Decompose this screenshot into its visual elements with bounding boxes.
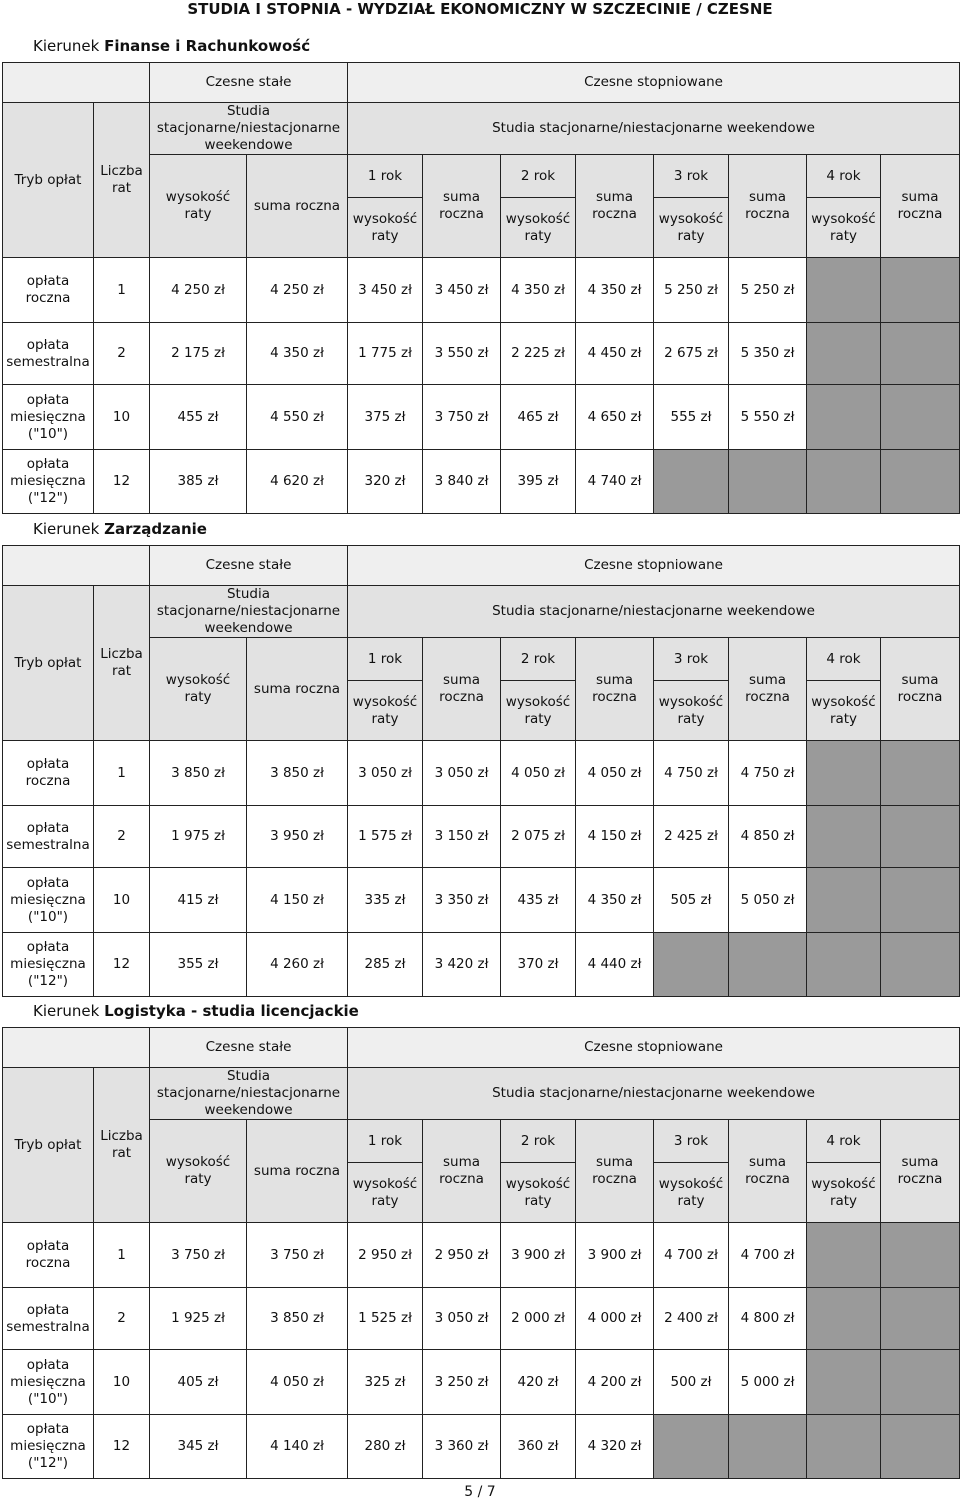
table-row (3, 385, 960, 450)
amount-cell: 5 250 zł (654, 258, 729, 323)
empty-cell (807, 323, 881, 385)
amount-cell: 385 zł (150, 450, 247, 514)
empty-cell (807, 933, 881, 997)
amount-cell: 4 350 zł (501, 258, 576, 323)
amount-cell: 2 675 zł (654, 323, 729, 385)
year-label: 2 rok (501, 1120, 575, 1163)
year-label: 2 rok (501, 155, 575, 198)
amount-cell: 3 550 zł (423, 323, 501, 385)
liczba-rat-cell: 12 (94, 933, 150, 997)
header-row (3, 586, 960, 638)
empty-cell (881, 323, 960, 385)
section-name: Zarządzanie (104, 520, 207, 538)
czesne-stopniowane-header: Czesne stopniowane (348, 546, 960, 586)
wysokosc-raty-header: wysokość raty (150, 638, 247, 741)
empty-cell (881, 1223, 960, 1288)
amount-cell: 405 zł (150, 1350, 247, 1415)
header-blank (3, 63, 150, 103)
wysokosc-raty-header: wysokość raty (811, 693, 876, 727)
wysokosc-raty-header: wysokość raty (150, 1120, 247, 1223)
empty-cell (807, 1350, 881, 1415)
amount-cell: 3 250 zł (423, 1350, 501, 1415)
year-label: 4 rok (807, 155, 880, 198)
empty-cell (807, 385, 881, 450)
page-number: 5 / 7 (464, 1484, 496, 1500)
fee-table (2, 62, 960, 514)
amount-cell: 1 975 zł (150, 806, 247, 868)
suma-roczna-header: suma roczna (729, 155, 807, 258)
section-prefix: Kierunek (33, 520, 105, 538)
year-2-header (501, 155, 576, 258)
suma-roczna-header: suma roczna (881, 155, 960, 258)
amount-cell: 1 575 zł (348, 806, 423, 868)
row-label: opłata roczna (3, 741, 94, 806)
suma-roczna-header: suma roczna (576, 1120, 654, 1223)
amount-cell: 325 zł (348, 1350, 423, 1415)
amount-cell: 3 850 zł (247, 741, 348, 806)
empty-cell (881, 1288, 960, 1350)
year-header-stack (654, 638, 728, 740)
year-header-stack (501, 1120, 575, 1222)
table-row (3, 933, 960, 997)
table-row (3, 1350, 960, 1415)
empty-cell (807, 1415, 881, 1479)
suma-roczna-header: suma roczna (881, 638, 960, 741)
amount-cell: 4 140 zł (247, 1415, 348, 1479)
czesne-stopniowane-header: Czesne stopniowane (348, 63, 960, 103)
amount-cell: 4 350 zł (576, 258, 654, 323)
amount-cell: 455 zł (150, 385, 247, 450)
row-label: opłata semestralna (3, 806, 94, 868)
amount-cell: 4 150 zł (576, 806, 654, 868)
amount-cell: 4 200 zł (576, 1350, 654, 1415)
year-label: 3 rok (654, 155, 728, 198)
row-label: opłata miesięczna ("12") (3, 450, 94, 514)
header-row (3, 1068, 960, 1120)
amount-cell: 1 775 zł (348, 323, 423, 385)
amount-cell: 370 zł (501, 933, 576, 997)
empty-cell (807, 868, 881, 933)
amount-cell: 5 000 zł (729, 1350, 807, 1415)
suma-roczna-header: suma roczna (729, 638, 807, 741)
liczba-rat-header: Liczba rat (94, 586, 150, 741)
table-row (3, 868, 960, 933)
amount-cell: 4 450 zł (576, 323, 654, 385)
amount-cell: 3 840 zł (423, 450, 501, 514)
wysokosc-raty-header: wysokość raty (352, 1175, 418, 1209)
liczba-rat-cell: 10 (94, 1350, 150, 1415)
table-row (3, 258, 960, 323)
amount-cell: 5 250 zł (729, 258, 807, 323)
amount-cell: 4 050 zł (247, 1350, 348, 1415)
row-label: opłata semestralna (3, 323, 94, 385)
amount-cell: 285 zł (348, 933, 423, 997)
year-1-header (348, 1120, 423, 1223)
empty-cell (729, 450, 807, 514)
studia-stale-header: Studia stacjonarne/niestacjonarne weekendowe (150, 586, 348, 638)
year-label: 4 rok (807, 1120, 880, 1163)
header-row (3, 103, 960, 155)
amount-cell: 4 050 zł (501, 741, 576, 806)
year-label: 3 rok (654, 638, 728, 681)
liczba-rat-header: Liczba rat (94, 1068, 150, 1223)
suma-roczna-header: suma roczna (576, 638, 654, 741)
tryb-header: Tryb opłat (3, 103, 94, 258)
liczba-rat-cell: 2 (94, 806, 150, 868)
amount-cell: 4 850 zł (729, 806, 807, 868)
empty-cell (881, 741, 960, 806)
row-label: opłata semestralna (3, 1288, 94, 1350)
empty-cell (881, 258, 960, 323)
year-header-stack (654, 1120, 728, 1222)
tryb-header: Tryb opłat (3, 1068, 94, 1223)
studia-stopniowane-header: Studia stacjonarne/niestacjonarne weekendowe (348, 1068, 960, 1120)
empty-cell (654, 1415, 729, 1479)
amount-cell: 4 250 zł (247, 258, 348, 323)
amount-cell: 4 800 zł (729, 1288, 807, 1350)
amount-cell: 375 zł (348, 385, 423, 450)
amount-cell: 4 150 zł (247, 868, 348, 933)
amount-cell: 4 350 zł (247, 323, 348, 385)
liczba-rat-cell: 12 (94, 450, 150, 514)
liczba-rat-cell: 2 (94, 1288, 150, 1350)
suma-roczna-header: suma roczna (423, 638, 501, 741)
year-3-header (654, 638, 729, 741)
suma-roczna-header: suma roczna (576, 155, 654, 258)
liczba-rat-cell: 1 (94, 741, 150, 806)
empty-cell (729, 1415, 807, 1479)
amount-cell: 280 zł (348, 1415, 423, 1479)
amount-cell: 4 700 zł (729, 1223, 807, 1288)
year-header-stack (348, 638, 422, 740)
table-row (3, 323, 960, 385)
suma-roczna-header: suma roczna (247, 1120, 348, 1223)
row-label: opłata miesięczna ("12") (3, 933, 94, 997)
amount-cell: 1 925 zł (150, 1288, 247, 1350)
year-header-stack (501, 638, 575, 740)
empty-cell (807, 741, 881, 806)
table-row (3, 1288, 960, 1350)
wysokosc-raty-header: wysokość raty (352, 210, 418, 244)
year-2-header (501, 638, 576, 741)
suma-roczna-header: suma roczna (881, 1120, 960, 1223)
wysokosc-raty-header: wysokość raty (658, 210, 724, 244)
year-header-stack (807, 1120, 880, 1222)
amount-cell: 2 225 zł (501, 323, 576, 385)
amount-cell: 3 450 zł (423, 258, 501, 323)
wysokosc-raty-header: wysokość raty (811, 210, 876, 244)
tryb-header: Tryb opłat (3, 586, 94, 741)
amount-cell: 3 750 zł (423, 385, 501, 450)
amount-cell: 5 550 zł (729, 385, 807, 450)
amount-cell: 4 650 zł (576, 385, 654, 450)
amount-cell: 4 050 zł (576, 741, 654, 806)
empty-cell (881, 933, 960, 997)
czesne-stale-header: Czesne stałe (150, 546, 348, 586)
amount-cell: 415 zł (150, 868, 247, 933)
liczba-rat-cell: 10 (94, 868, 150, 933)
amount-cell: 5 350 zł (729, 323, 807, 385)
amount-cell: 360 zł (501, 1415, 576, 1479)
row-label: opłata miesięczna ("12") (3, 1415, 94, 1479)
empty-cell (654, 450, 729, 514)
suma-roczna-header: suma roczna (247, 155, 348, 258)
amount-cell: 3 750 zł (150, 1223, 247, 1288)
fee-table (2, 1027, 960, 1479)
year-3-header (654, 1120, 729, 1223)
liczba-rat-cell: 10 (94, 385, 150, 450)
empty-cell (807, 1223, 881, 1288)
year-4-header (807, 638, 881, 741)
year-header-stack (654, 155, 728, 257)
amount-cell: 4 740 zł (576, 450, 654, 514)
amount-cell: 4 000 zł (576, 1288, 654, 1350)
row-label: opłata miesięczna ("10") (3, 385, 94, 450)
year-header-stack (807, 155, 880, 257)
fee-table (2, 545, 960, 997)
amount-cell: 3 360 zł (423, 1415, 501, 1479)
year-header-stack (807, 638, 880, 740)
row-label: opłata roczna (3, 258, 94, 323)
empty-cell (729, 933, 807, 997)
header-row (3, 546, 960, 586)
amount-cell: 3 900 zł (501, 1223, 576, 1288)
year-4-header (807, 155, 881, 258)
amount-cell: 3 350 zł (423, 868, 501, 933)
amount-cell: 4 440 zł (576, 933, 654, 997)
section-prefix: Kierunek (33, 1002, 105, 1020)
studia-stopniowane-header: Studia stacjonarne/niestacjonarne weekendowe (348, 586, 960, 638)
amount-cell: 505 zł (654, 868, 729, 933)
suma-roczna-header: suma roczna (423, 1120, 501, 1223)
studia-stale-header: Studia stacjonarne/niestacjonarne weekendowe (150, 103, 348, 155)
amount-cell: 395 zł (501, 450, 576, 514)
amount-cell: 3 050 zł (423, 1288, 501, 1350)
suma-roczna-header: suma roczna (247, 638, 348, 741)
empty-cell (881, 450, 960, 514)
empty-cell (807, 258, 881, 323)
section-heading (33, 519, 207, 539)
wysokosc-raty-header: wysokość raty (505, 1175, 571, 1209)
year-header-stack (501, 155, 575, 257)
amount-cell: 3 900 zł (576, 1223, 654, 1288)
amount-cell: 2 175 zł (150, 323, 247, 385)
row-label: opłata miesięczna ("10") (3, 1350, 94, 1415)
empty-cell (807, 450, 881, 514)
amount-cell: 4 350 zł (576, 868, 654, 933)
year-label: 1 rok (348, 155, 422, 198)
amount-cell: 2 950 zł (423, 1223, 501, 1288)
table-row (3, 1223, 960, 1288)
amount-cell: 3 420 zł (423, 933, 501, 997)
table-row (3, 741, 960, 806)
amount-cell: 2 000 zł (501, 1288, 576, 1350)
amount-cell: 335 zł (348, 868, 423, 933)
amount-cell: 420 zł (501, 1350, 576, 1415)
wysokosc-raty-header: wysokość raty (505, 693, 571, 727)
amount-cell: 4 320 zł (576, 1415, 654, 1479)
studia-stopniowane-header: Studia stacjonarne/niestacjonarne weekendowe (348, 103, 960, 155)
suma-roczna-header: suma roczna (729, 1120, 807, 1223)
year-label: 4 rok (807, 638, 880, 681)
amount-cell: 345 zł (150, 1415, 247, 1479)
amount-cell: 4 750 zł (729, 741, 807, 806)
suma-roczna-header: suma roczna (423, 155, 501, 258)
table-row (3, 450, 960, 514)
liczba-rat-header: Liczba rat (94, 103, 150, 258)
amount-cell: 4 620 zł (247, 450, 348, 514)
year-1-header (348, 155, 423, 258)
wysokosc-raty-header: wysokość raty (352, 693, 418, 727)
header-blank (3, 546, 150, 586)
amount-cell: 435 zł (501, 868, 576, 933)
table-row (3, 806, 960, 868)
header-row (3, 1028, 960, 1068)
amount-cell: 555 zł (654, 385, 729, 450)
amount-cell: 4 260 zł (247, 933, 348, 997)
amount-cell: 3 750 zł (247, 1223, 348, 1288)
wysokosc-raty-header: wysokość raty (811, 1175, 876, 1209)
amount-cell: 2 950 zł (348, 1223, 423, 1288)
liczba-rat-cell: 1 (94, 1223, 150, 1288)
studia-stale-header: Studia stacjonarne/niestacjonarne weekendowe (150, 1068, 348, 1120)
amount-cell: 5 050 zł (729, 868, 807, 933)
amount-cell: 2 400 zł (654, 1288, 729, 1350)
amount-cell: 4 250 zł (150, 258, 247, 323)
wysokosc-raty-header: wysokość raty (658, 693, 724, 727)
year-header-stack (348, 1120, 422, 1222)
amount-cell: 3 850 zł (150, 741, 247, 806)
empty-cell (807, 806, 881, 868)
year-3-header (654, 155, 729, 258)
wysokosc-raty-header: wysokość raty (658, 1175, 724, 1209)
section-heading (33, 36, 310, 56)
amount-cell: 355 zł (150, 933, 247, 997)
amount-cell: 500 zł (654, 1350, 729, 1415)
amount-cell: 3 950 zł (247, 806, 348, 868)
liczba-rat-cell: 1 (94, 258, 150, 323)
empty-cell (654, 933, 729, 997)
wysokosc-raty-header: wysokość raty (505, 210, 571, 244)
liczba-rat-cell: 2 (94, 323, 150, 385)
header-blank (3, 1028, 150, 1068)
row-label: opłata miesięczna ("10") (3, 868, 94, 933)
amount-cell: 4 750 zł (654, 741, 729, 806)
empty-cell (881, 1415, 960, 1479)
year-4-header (807, 1120, 881, 1223)
table-row (3, 1415, 960, 1479)
year-label: 1 rok (348, 638, 422, 681)
section-name: Finanse i Rachunkowość (104, 37, 311, 55)
year-1-header (348, 638, 423, 741)
year-2-header (501, 1120, 576, 1223)
empty-cell (881, 868, 960, 933)
page-title: STUDIA I STOPNIA - WYDZIAŁ EKONOMICZNY W SZCZECINIE / CZESNE (187, 0, 773, 18)
amount-cell: 2 425 zł (654, 806, 729, 868)
year-label: 2 rok (501, 638, 575, 681)
empty-cell (881, 806, 960, 868)
empty-cell (881, 385, 960, 450)
czesne-stale-header: Czesne stałe (150, 1028, 348, 1068)
amount-cell: 3 450 zł (348, 258, 423, 323)
amount-cell: 320 zł (348, 450, 423, 514)
header-row (3, 63, 960, 103)
section-prefix: Kierunek (33, 37, 105, 55)
row-label: opłata roczna (3, 1223, 94, 1288)
amount-cell: 2 075 zł (501, 806, 576, 868)
empty-cell (881, 1350, 960, 1415)
czesne-stale-header: Czesne stałe (150, 63, 348, 103)
wysokosc-raty-header: wysokość raty (150, 155, 247, 258)
czesne-stopniowane-header: Czesne stopniowane (348, 1028, 960, 1068)
amount-cell: 3 150 zł (423, 806, 501, 868)
amount-cell: 3 050 zł (348, 741, 423, 806)
liczba-rat-cell: 12 (94, 1415, 150, 1479)
year-label: 1 rok (348, 1120, 422, 1163)
amount-cell: 1 525 zł (348, 1288, 423, 1350)
amount-cell: 465 zł (501, 385, 576, 450)
section-name: Logistyka - studia licencjackie (104, 1002, 359, 1020)
amount-cell: 3 850 zł (247, 1288, 348, 1350)
amount-cell: 4 550 zł (247, 385, 348, 450)
year-label: 3 rok (654, 1120, 728, 1163)
amount-cell: 4 700 zł (654, 1223, 729, 1288)
amount-cell: 3 050 zł (423, 741, 501, 806)
empty-cell (807, 1288, 881, 1350)
year-header-stack (348, 155, 422, 257)
section-heading (33, 1001, 359, 1021)
